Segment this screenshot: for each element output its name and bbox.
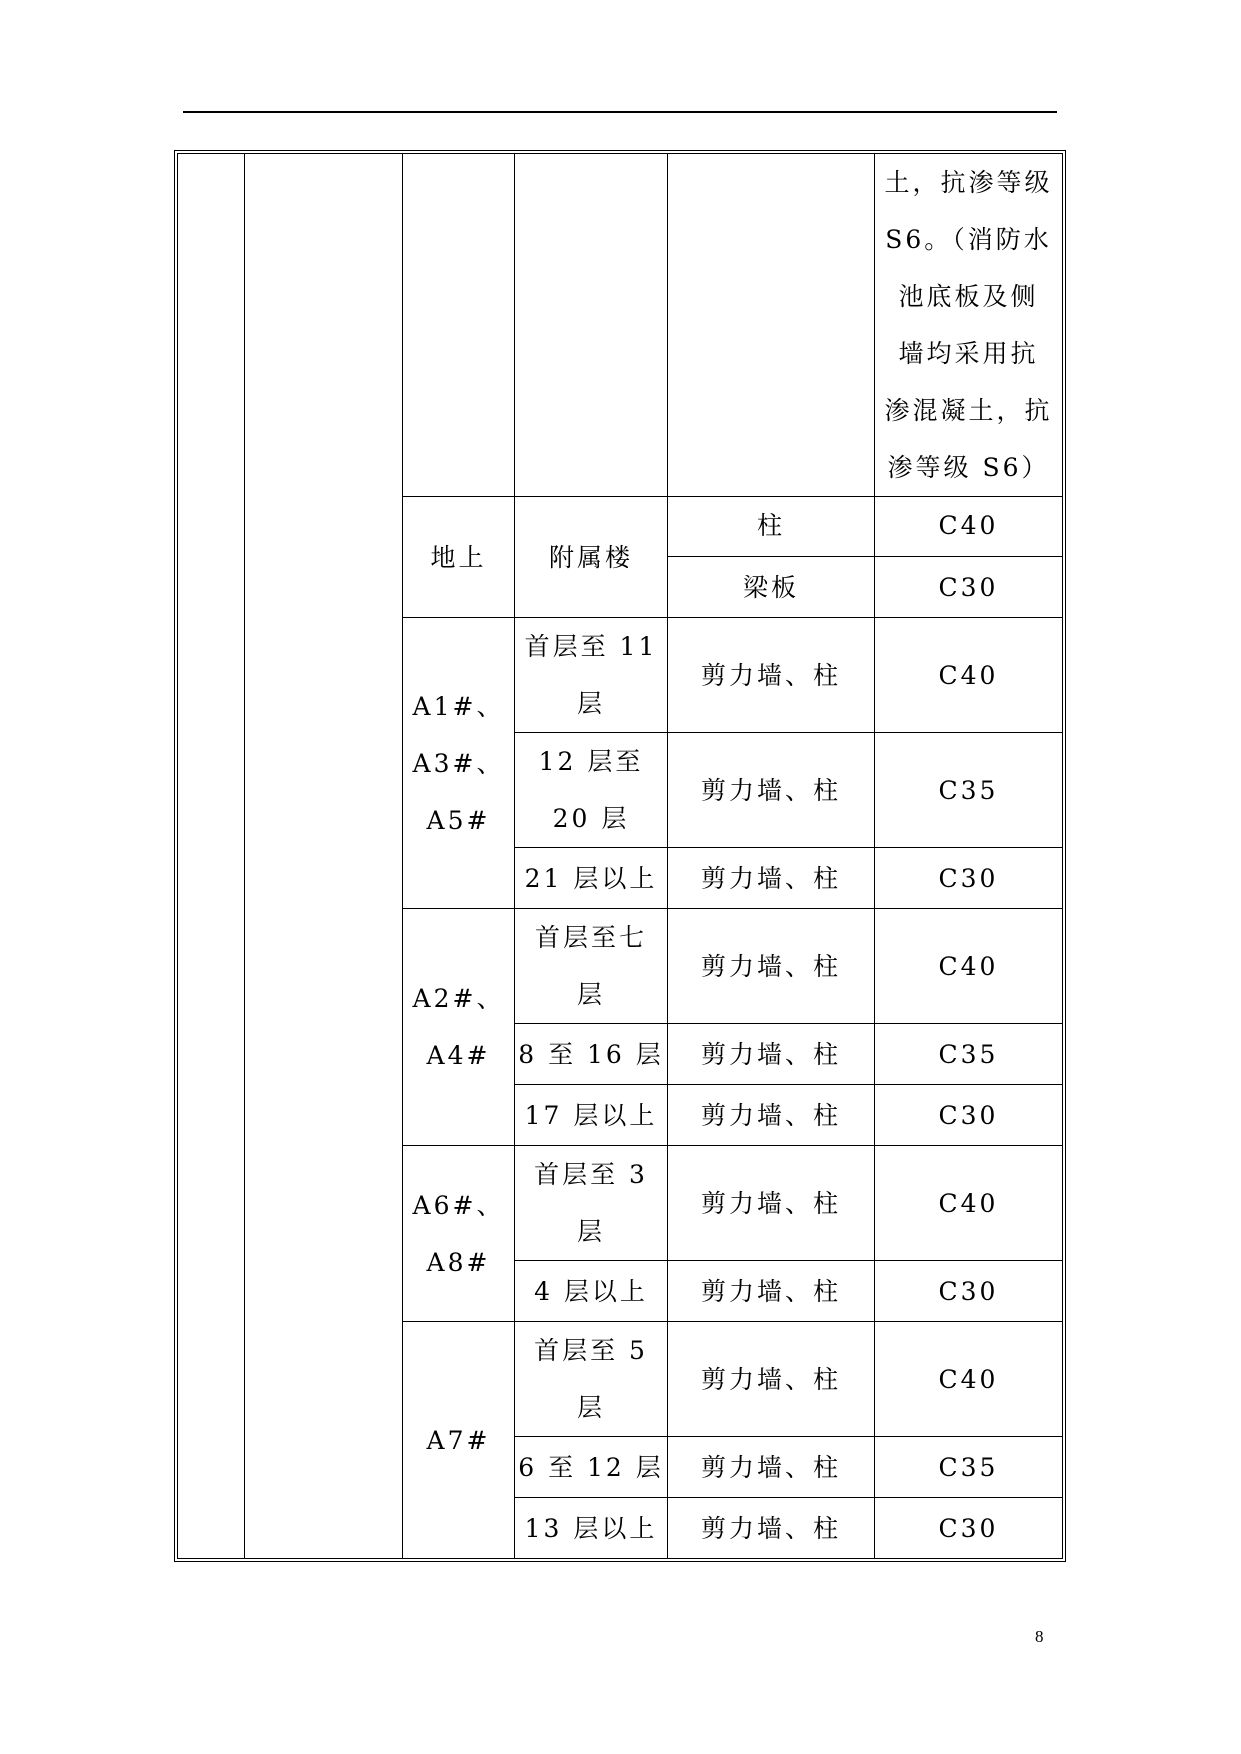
note-line: 墙均采用抗 [898,339,1039,368]
member-cell: 剪力墙、柱 [668,1146,875,1261]
building-line: A1#、 [412,691,505,721]
grade-cell: C35 [875,1437,1063,1498]
grade-cell: C30 [875,848,1063,909]
grade-cell: C35 [875,1024,1063,1085]
note-line: 土，抗渗等级 [884,168,1053,197]
grade-cell: C40 [875,618,1063,733]
building-group-cell [403,618,515,909]
building-group-cell [403,1322,515,1559]
floors-cell: 4 层以上 [515,1261,668,1322]
floors-line: 首层至 11 [524,632,658,661]
floors-line: 首层至 3 [534,1160,648,1189]
floors-line: 层 [576,1217,605,1246]
carryover-note-cell [875,154,1063,497]
building-cell: 附属楼 [515,497,668,618]
grade-cell: C40 [875,1322,1063,1437]
member-cell: 剪力墙、柱 [668,733,875,848]
grade-cell: C40 [875,1146,1063,1261]
table-row [178,154,1063,497]
floors-cell: 6 至 12 层 [515,1437,668,1498]
grade-cell: C35 [875,733,1063,848]
empty-cell [515,154,668,497]
empty-column-cell [245,154,403,1559]
building-group-cell [403,909,515,1146]
member-cell: 剪力墙、柱 [668,1085,875,1146]
grade-cell: C30 [875,1261,1063,1322]
note-line: 池底板及侧 [898,282,1039,311]
floors-line: 层 [576,689,605,718]
floors-cell [515,1322,668,1437]
floors-cell: 8 至 16 层 [515,1024,668,1085]
building-line: A2#、 [412,984,505,1013]
floors-line: 首层至七 [534,923,647,952]
member-cell: 剪力墙、柱 [668,1437,875,1498]
building-line: A8# [426,1247,491,1277]
floors-cell [515,909,668,1024]
member-cell: 剪力墙、柱 [668,909,875,1024]
floors-line: 首层至 5 [534,1336,648,1365]
grade-cell: C30 [875,1085,1063,1146]
grade-cell: C30 [875,1498,1063,1559]
grade-cell: C30 [875,557,1063,618]
member-cell: 剪力墙、柱 [668,1024,875,1085]
floors-line: 层 [576,980,605,1009]
building-line: A5# [426,805,491,835]
member-cell: 柱 [668,497,875,557]
member-cell: 剪力墙、柱 [668,1322,875,1437]
member-cell: 剪力墙、柱 [668,1498,875,1559]
grade-cell: C40 [875,909,1063,1024]
floors-line: 20 层 [552,804,630,833]
page-number: 8 [1035,1627,1044,1646]
floors-cell: 21 层以上 [515,848,668,909]
member-cell: 剪力墙、柱 [668,848,875,909]
building-line: A3#、 [412,748,505,778]
location-cell: 地上 [403,497,515,618]
floors-cell: 17 层以上 [515,1085,668,1146]
member-cell: 剪力墙、柱 [668,618,875,733]
note-line: 渗等级 S6） [887,453,1050,482]
member-cell: 剪力墙、柱 [668,1261,875,1322]
building-group-cell [403,1146,515,1322]
floors-cell: 13 层以上 [515,1498,668,1559]
concrete-grade-table [177,153,1063,1559]
floors-cell [515,618,668,733]
empty-column-cell [178,154,245,1559]
building-line: A7# [426,1425,491,1455]
floors-line: 12 层至 [538,747,644,776]
empty-cell [668,154,875,497]
building-line: A4# [426,1041,491,1070]
note-line: S6。（消防水 [885,225,1052,254]
floors-line: 层 [576,1393,605,1422]
building-line: A6#、 [412,1190,505,1220]
empty-cell [403,154,515,497]
grade-cell: C40 [875,497,1063,557]
table-frame [174,150,1066,1562]
floors-cell [515,1146,668,1261]
floors-cell [515,733,668,848]
member-cell: 梁板 [668,557,875,618]
note-line: 渗混凝土，抗 [884,396,1053,425]
header-rule [183,111,1057,113]
